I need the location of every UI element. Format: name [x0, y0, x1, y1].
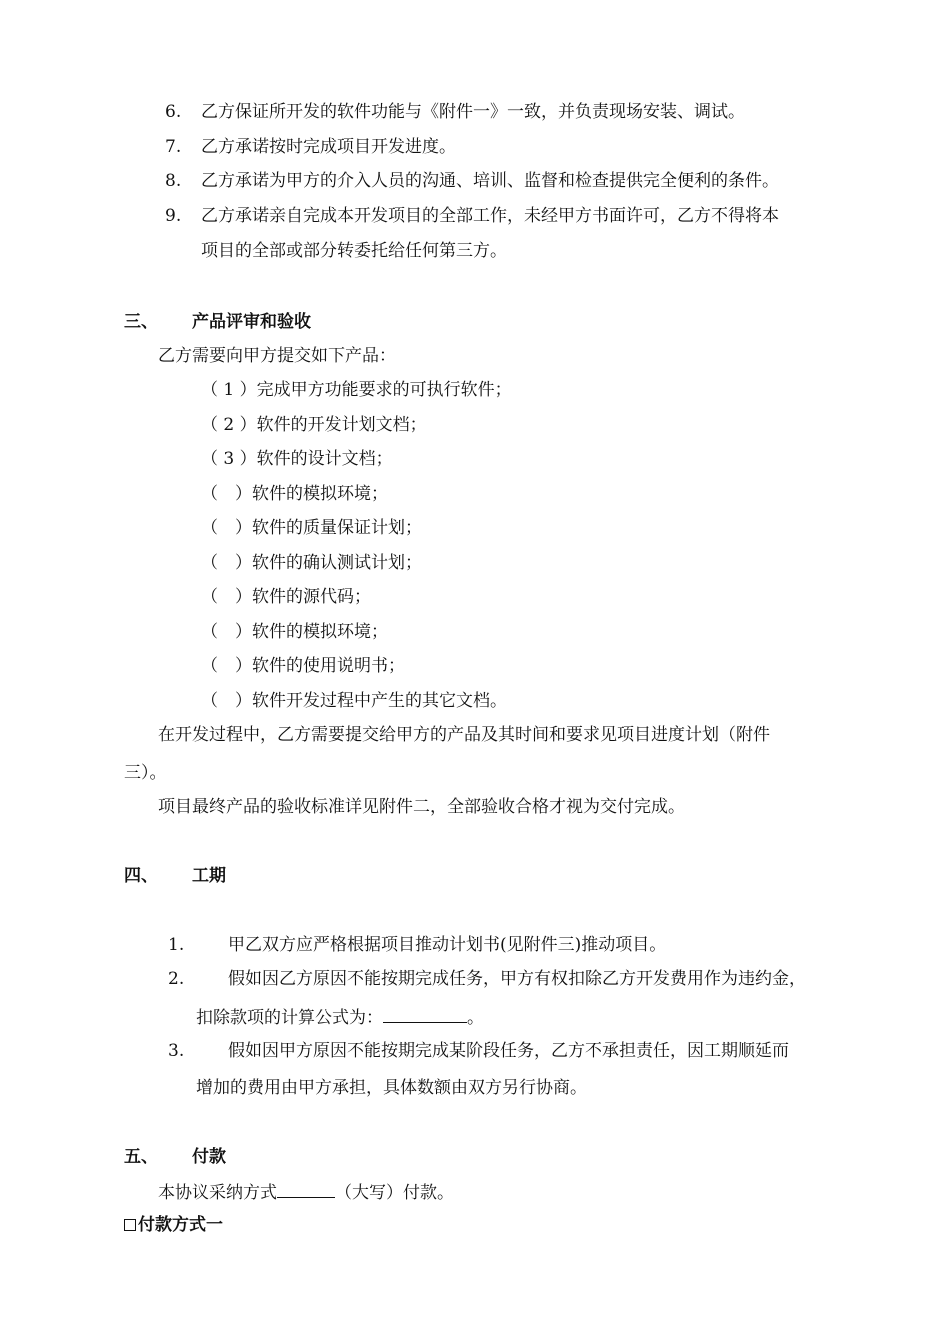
section-number: 五、 — [124, 1147, 158, 1167]
list-item-continuation: 增加的费用由甲方承担，具体数额由双方另行协商。 — [196, 1078, 587, 1098]
section-number: 四、 — [124, 866, 158, 886]
list-number: 6. — [165, 102, 182, 122]
formula-period: 。 — [467, 1008, 484, 1028]
section-title: 产品评审和验收 — [192, 312, 311, 332]
paragraph: 在开发过程中，乙方需要提交给甲方的产品及其时间和要求见项目进度计划（附件 — [158, 725, 770, 745]
paragraph-continuation: 三）。 — [124, 763, 167, 783]
product-item: （ ）软件的使用说明书； — [201, 656, 405, 676]
product-item: （ ）软件的确认测试计划； — [201, 553, 422, 573]
list-item-continuation: 项目的全部或部分转委托给任何第三方。 — [201, 241, 507, 261]
list-number: 2. — [168, 969, 185, 989]
list-number: 9. — [165, 206, 182, 226]
formula-blank — [383, 1006, 467, 1023]
list-number: 3. — [168, 1041, 185, 1061]
payment-blank — [277, 1181, 335, 1198]
list-item-text: 乙方承诺按时完成项目开发进度。 — [201, 137, 456, 157]
payment-option — [124, 1214, 223, 1236]
section-title: 付款 — [192, 1147, 226, 1167]
product-item: （ 1 ）完成甲方功能要求的可执行软件； — [201, 380, 512, 400]
product-item: （ 3 ）软件的设计文档； — [201, 449, 393, 469]
section-title: 工期 — [192, 866, 226, 886]
payment-option-label: 付款方式一 — [138, 1215, 223, 1235]
paragraph: 项目最终产品的验收标准详见附件二，全部验收合格才视为交付完成。 — [158, 797, 685, 817]
list-item-text: 乙方保证所开发的软件功能与《附件一》一致，并负责现场安装、调试。 — [201, 102, 745, 122]
list-item-text: 假如因乙方原因不能按期完成任务，甲方有权扣除乙方开发费用作为违约金， — [228, 969, 806, 989]
payment-suffix: （大写）付款。 — [335, 1183, 454, 1203]
list-number: 8. — [165, 171, 182, 191]
product-item: （ 2 ）软件的开发计划文档； — [201, 415, 427, 435]
product-item: （ ）软件的源代码； — [201, 587, 371, 607]
list-number: 7. — [165, 137, 182, 157]
product-item: （ ）软件的模拟环境； — [201, 484, 388, 504]
product-item: （ ）软件的质量保证计划； — [201, 518, 422, 538]
list-item-text: 假如因甲方原因不能按期完成某阶段任务，乙方不承担责任，因工期顺延而 — [228, 1041, 789, 1061]
list-number: 1. — [168, 935, 185, 955]
payment-label: 本协议采纳方式 — [158, 1183, 277, 1203]
section-number: 三、 — [124, 312, 158, 332]
payment-paragraph — [158, 1181, 454, 1204]
list-item-text: 甲乙双方应严格根据项目推动计划书(见附件三)推动项目。 — [228, 935, 667, 955]
product-item: （ ）软件开发过程中产生的其它文档。 — [201, 691, 507, 711]
list-item-text: 乙方承诺亲自完成本开发项目的全部工作，未经甲方书面许可，乙方不得将本 — [201, 206, 779, 226]
checkbox-icon[interactable] — [124, 1219, 136, 1231]
list-item-continuation — [196, 1006, 484, 1029]
formula-label: 扣除款项的计算公式为： — [196, 1008, 383, 1028]
product-item: （ ）软件的模拟环境； — [201, 622, 388, 642]
list-item-text: 乙方承诺为甲方的介入人员的沟通、培训、监督和检查提供完全便利的条件。 — [201, 171, 779, 191]
section-intro: 乙方需要向甲方提交如下产品： — [158, 346, 396, 366]
